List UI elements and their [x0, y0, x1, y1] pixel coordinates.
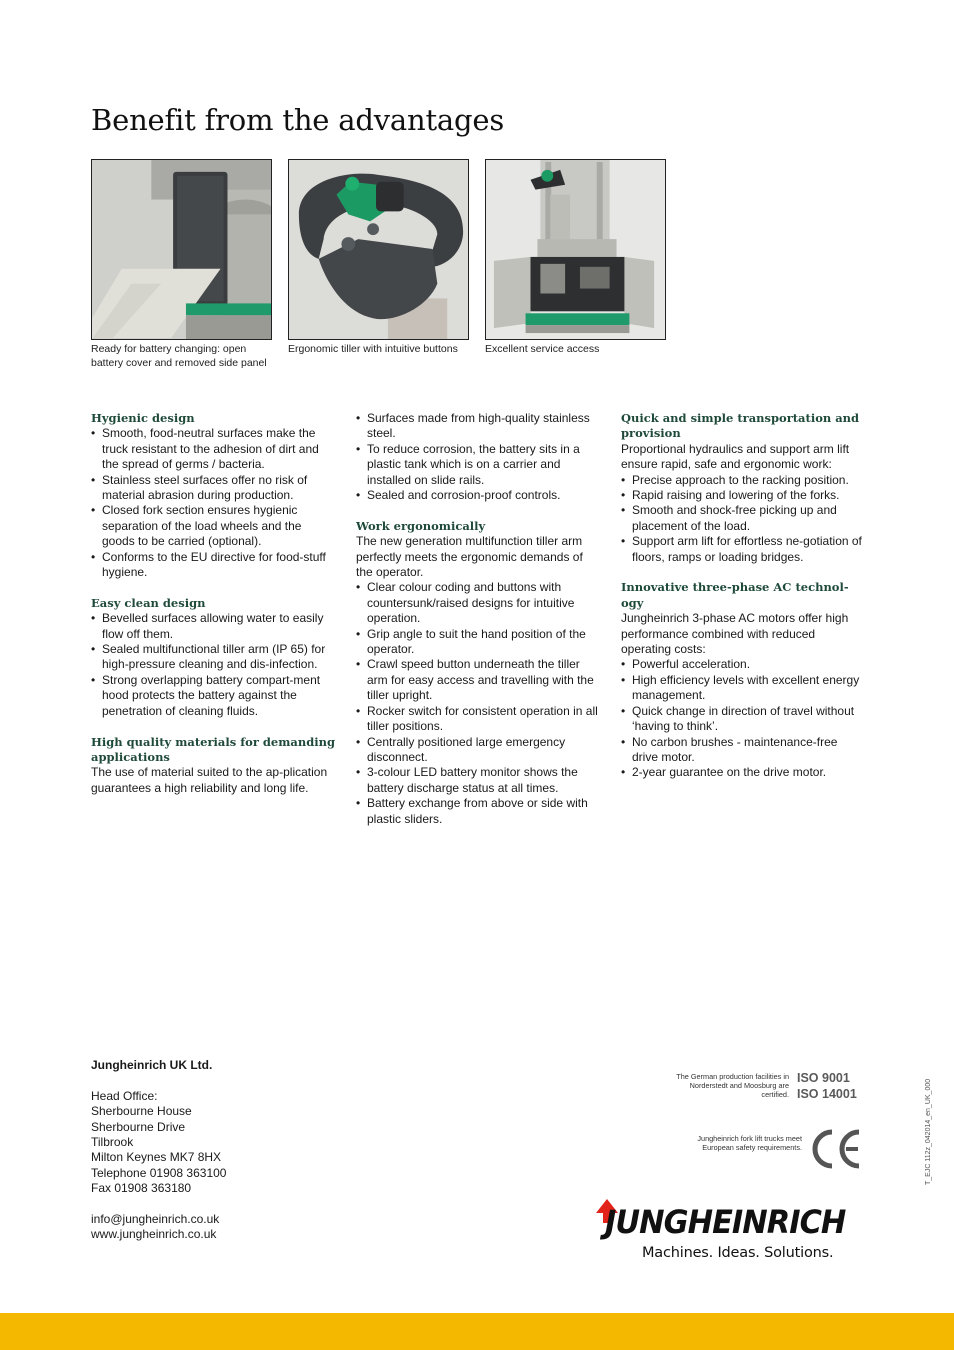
list-item: • Surfaces made from high-quality stainless steel.	[356, 411, 601, 442]
footer-brand-bar	[0, 1313, 954, 1350]
list-item: • Smooth and shock-free picking up and placement of the load.	[621, 503, 866, 534]
ac-technology-list	[621, 657, 866, 780]
address-line: Fax 01908 363180	[91, 1181, 192, 1196]
transport-heading: Quick and simple transportation and provision	[621, 411, 860, 441]
brand-tagline: Machines. Ideas. Solutions.	[642, 1245, 834, 1261]
list-item: • Rocker switch for consistent operation in all tiller positions.	[356, 704, 601, 735]
list-item: • 2-year guarantee on the drive motor.	[621, 765, 866, 780]
transport-text: Proportional hydraulics and support arm lift ensure rapid, safe and ergonomic work:	[621, 441, 850, 472]
list-item: • No carbon brushes - maintenance-free drive motor.	[621, 735, 866, 766]
hygienic-design-section	[91, 411, 336, 580]
transport-list	[621, 473, 866, 565]
list-item: • Powerful acceleration.	[621, 657, 866, 672]
list-item: • Precise approach to the racking position.	[621, 473, 866, 488]
list-item: • Grip angle to suit the hand position of the operator.	[356, 627, 601, 658]
list-item: • Rapid raising and lowering of the forks.	[621, 488, 866, 503]
iso-14001-label: ISO 14001	[797, 1087, 857, 1101]
battery-changing-caption: Ready for battery changing: open battery cover and removed side panel	[91, 343, 267, 369]
brand-logo: JUNGHEINRICH	[605, 1203, 846, 1241]
materials-continued-section	[356, 411, 601, 503]
document-code: T_EJC 112z_042014_en_UK_000	[925, 1078, 932, 1185]
ac-technology-heading: Innovative three-phase AC technol-ogy	[621, 580, 849, 610]
list-item: • Sealed and corrosion-proof controls.	[356, 488, 601, 503]
easy-clean-list	[91, 611, 336, 719]
work-ergonomically-list	[356, 580, 601, 827]
list-item: • Battery exchange from above or side with plastic sliders.	[356, 796, 601, 827]
middle-column	[356, 411, 601, 842]
iso-cert-text: The German production facilities in Norderstedt and Moosburg are certified.	[676, 1072, 789, 1099]
materials-list	[356, 411, 601, 503]
list-item: • To reduce corrosion, the battery sits in a plastic tank which is on a carrier and installed on slide rails.	[356, 442, 601, 488]
materials-section	[91, 735, 336, 797]
list-item: • Centrally positioned large emergency disconnect.	[356, 735, 601, 766]
ac-technology-text: Jungheinrich 3-phase AC motors offer high performance combined with reduced operating costs:	[621, 611, 849, 657]
address-line: Tilbrook	[91, 1135, 134, 1150]
list-item: • Bevelled surfaces allowing water to easily flow off them.	[91, 611, 336, 642]
list-item: • Support arm lift for effortless ne-gotiation of floors, ramps or loading bridges.	[621, 534, 866, 565]
work-ergonomically-text: The new generation multifunction tiller arm perfectly meets the ergonomic demands of the operator.	[356, 534, 583, 580]
list-item: • Quick change in direction of travel without ‘having to think’.	[621, 704, 866, 735]
tiller-caption: Ergonomic tiller with intuitive buttons	[288, 343, 458, 355]
website-link[interactable]: www.jungheinrich.co.uk	[91, 1227, 217, 1242]
materials-heading: High quality materials for demanding applications	[91, 734, 336, 764]
right-column	[621, 411, 866, 796]
service-access-photo	[485, 159, 666, 340]
hygienic-design-list	[91, 426, 336, 580]
list-item: • Smooth, food-neutral surfaces make the truck resistant to the adhesion of dirt and the spread of germs / bacteria.	[91, 426, 336, 472]
list-item: • Conforms to the EU directive for food-stuff hygiene.	[91, 550, 336, 581]
easy-clean-section	[91, 596, 336, 719]
address-line: Telephone 01908 363100	[91, 1165, 227, 1180]
ce-cert-text: Jungheinrich fork lift trucks meet European safety requirements.	[697, 1134, 802, 1152]
work-ergonomically-heading: Work ergonomically	[356, 518, 486, 533]
company-address	[91, 1058, 351, 1243]
list-item: • Crawl speed button underneath the tiller arm for easy access and travelling with the tiller upright.	[356, 657, 601, 703]
address-line: Sherbourne Drive	[91, 1119, 186, 1134]
list-item: • Stainless steel surfaces offer no risk of material abrasion during production.	[91, 473, 336, 504]
iso-9001-label: ISO 9001	[797, 1071, 850, 1085]
company-name: Jungheinrich UK Ltd.	[91, 1058, 213, 1072]
work-ergonomically-section	[356, 519, 601, 827]
list-item: • Clear colour coding and buttons with countersunk/raised designs for intuitive operation.	[356, 580, 601, 626]
materials-text: The use of material suited to the ap-plication guarantees a high reliability and long life.	[91, 765, 328, 795]
ce-mark-icon	[809, 1128, 865, 1170]
list-item: • 3-colour LED battery monitor shows the battery discharge status at all times.	[356, 765, 601, 796]
list-item: • Closed fork section ensures hygienic separation of the load wheels and the goods to be carried (optional).	[91, 503, 336, 549]
list-item: • High efficiency levels with excellent energy management.	[621, 673, 866, 704]
address-line: Sherbourne House	[91, 1104, 192, 1119]
address-line: Milton Keynes MK7 8HX	[91, 1150, 222, 1165]
address-line: Head Office:	[91, 1088, 158, 1103]
ac-technology-section	[621, 580, 866, 780]
service-access-caption: Excellent service access	[485, 343, 600, 355]
battery-changing-photo	[91, 159, 272, 340]
list-item: • Strong overlapping battery compart-ment hood protects the battery against the penetration of cleaning fluids.	[91, 673, 336, 719]
page-title: Benefit from the advantages	[91, 103, 505, 138]
hygienic-design-heading: Hygienic design	[91, 411, 195, 425]
email-link[interactable]: info@jungheinrich.co.uk	[91, 1212, 220, 1227]
easy-clean-heading: Easy clean design	[91, 595, 206, 610]
left-column	[91, 411, 336, 812]
list-item: • Sealed multifunctional tiller arm (IP 65) for high-pressure cleaning and dis-infection.	[91, 642, 336, 673]
tiller-photo	[288, 159, 469, 340]
transport-section	[621, 411, 866, 565]
